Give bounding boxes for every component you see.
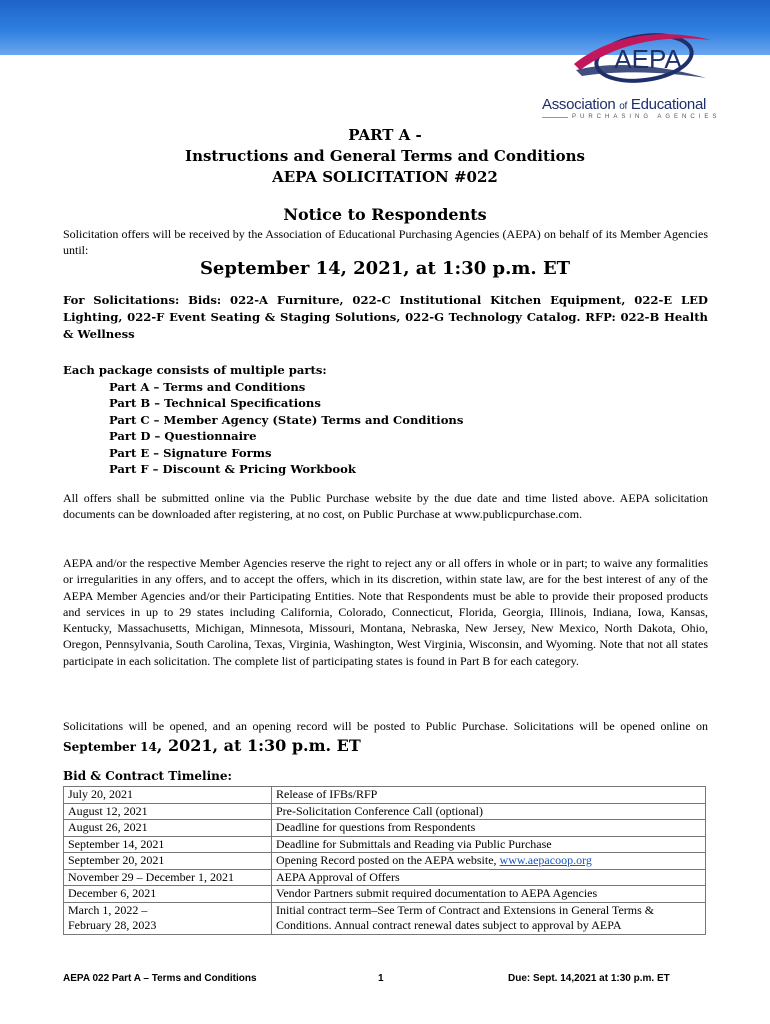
aepa-logo <box>536 20 746 124</box>
aepa-logo-acronym: AEPA <box>614 44 682 74</box>
table-row <box>64 902 706 934</box>
notice-heading: Notice to Respondents <box>283 205 487 224</box>
timeline-date: August 12, 2021 <box>64 803 272 820</box>
footer-doc-name: AEPA 022 Part A – Terms and Conditions <box>63 973 257 984</box>
timeline-date: September 14, 2021 <box>64 836 272 853</box>
timeline-event: Release of IFBs/RFP <box>272 787 706 804</box>
opening-date-b: , 2021, at 1:30 p.m. ET <box>156 736 361 755</box>
package-parts <box>63 362 463 478</box>
online-submission-paragraph: All offers shall be submitted online via the Public Purchase website by the due date and time listed above. AEPA solicitation documents can be downloaded after registering, at no cost, on Public Purchase at www.publicpurchase.com. <box>63 491 708 522</box>
timeline-date: July 20, 2021 <box>64 787 272 804</box>
timeline-date-start: March 1, 2022 – <box>68 902 148 917</box>
footer-page-number: 1 <box>378 973 384 984</box>
timeline-event-text: Opening Record posted on the AEPA website, <box>276 853 500 867</box>
table-row <box>64 886 706 903</box>
timeline-event: Deadline for questions from Respondents <box>272 820 706 837</box>
logo-subtitle: PURCHASING AGENCIES <box>572 114 721 120</box>
timeline-heading: Bid & Contract Timeline: <box>63 769 232 783</box>
part-item: Part D – Questionnaire <box>109 429 257 443</box>
timeline-event: Initial contract term–See Term of Contract and Extensions in General Terms & Conditions. Annual contract renewal dates subject to approval by AEPA <box>272 902 706 934</box>
aepa-website-link[interactable]: www.aepacoop.org <box>499 853 592 867</box>
logo-org-name: Association of Educational <box>542 96 707 113</box>
timeline-date: September 20, 2021 <box>64 853 272 870</box>
table-row <box>64 869 706 886</box>
opening-paragraph <box>63 716 708 757</box>
timeline-date-end: February 28, 2023 <box>68 918 157 932</box>
part-item: Part B – Technical Specifications <box>109 396 321 410</box>
timeline-date <box>64 902 272 934</box>
footer-due-date: Due: Sept. 14,2021 at 1:30 p.m. ET <box>508 973 670 984</box>
doc-title-solicitation: AEPA SOLICITATION #022 <box>272 168 498 186</box>
doc-title-main: Instructions and General Terms and Conditions <box>185 147 585 165</box>
table-row <box>64 787 706 804</box>
intro-paragraph: Solicitation offers will be received by the Association of Educational Purchasing Agencies (AEPA) on behalf of its Member Agencies until: <box>63 227 708 258</box>
solicitations-list: For Solicitations: Bids: 022-A Furniture, 022-C Institutional Kitchen Equipment, 022-E LED Lighting, 022-F Event Seating & Staging Solutions, 022-G Technology Catalog. RFP: 022-B Health & Wellness <box>63 293 708 341</box>
timeline-date: August 26, 2021 <box>64 820 272 837</box>
timeline-event: Pre-Solicitation Conference Call (optional) <box>272 803 706 820</box>
timeline-table <box>63 786 706 935</box>
reservation-of-rights-paragraph: AEPA and/or the respective Member Agencies reserve the right to reject any or all offers in whole or in part; to waive any formalities or irregularities in any offers, and to accept the offers, which in its discretion, within state law, are for the best interest of any of the AEPA Member Agencies and/or their Participating Entities. Note that Respondents must be able to provide their proposed products and services in up to 29 states including California, Colorado, Connecticut, Florida, Georgia, Illinois, Indiana, Iowa, Kansas, Kentucky, Massachusetts, Michigan, Minnesota, Missouri, Montana, Nebraska, New Jersey, New Mexico, North Dakota, Ohio, Oregon, Pennsylvania, South Carolina, Texas, Virginia, Washington, West Virginia, Wisconsin, and Wyoming. Note that not all states participate in each solicitation. The complete list of participating states is found in Part B for each category. <box>63 556 708 668</box>
table-row <box>64 853 706 870</box>
doc-title-part: PART A - <box>348 126 422 144</box>
package-parts-heading: Each package consists of multiple parts: <box>63 363 327 377</box>
timeline-event: AEPA Approval of Offers <box>272 869 706 886</box>
opening-text: Solicitations will be opened, and an opening record will be posted to Public Purchase. Solicitations will be opened online on <box>63 719 708 733</box>
table-row <box>64 836 706 853</box>
timeline-date: November 29 – December 1, 2021 <box>64 869 272 886</box>
due-date-banner: September 14, 2021, at 1:30 p.m. ET <box>199 258 571 279</box>
timeline-event <box>272 853 706 870</box>
timeline-date: December 6, 2021 <box>64 886 272 903</box>
part-item: Part A – Terms and Conditions <box>109 379 306 394</box>
timeline-event: Vendor Partners submit required documentation to AEPA Agencies <box>272 886 706 903</box>
opening-date-a: September 14 <box>63 740 157 754</box>
aepa-logo-mark <box>536 20 746 98</box>
part-item: Part F – Discount & Pricing Workbook <box>109 462 356 476</box>
part-item: Part E – Signature Forms <box>109 445 272 460</box>
logo-rule-left <box>542 117 568 118</box>
timeline-event: Deadline for Submittals and Reading via Public Purchase <box>272 836 706 853</box>
part-item: Part C – Member Agency (State) Terms and Conditions <box>109 412 464 427</box>
table-row <box>64 820 706 837</box>
table-row <box>64 803 706 820</box>
